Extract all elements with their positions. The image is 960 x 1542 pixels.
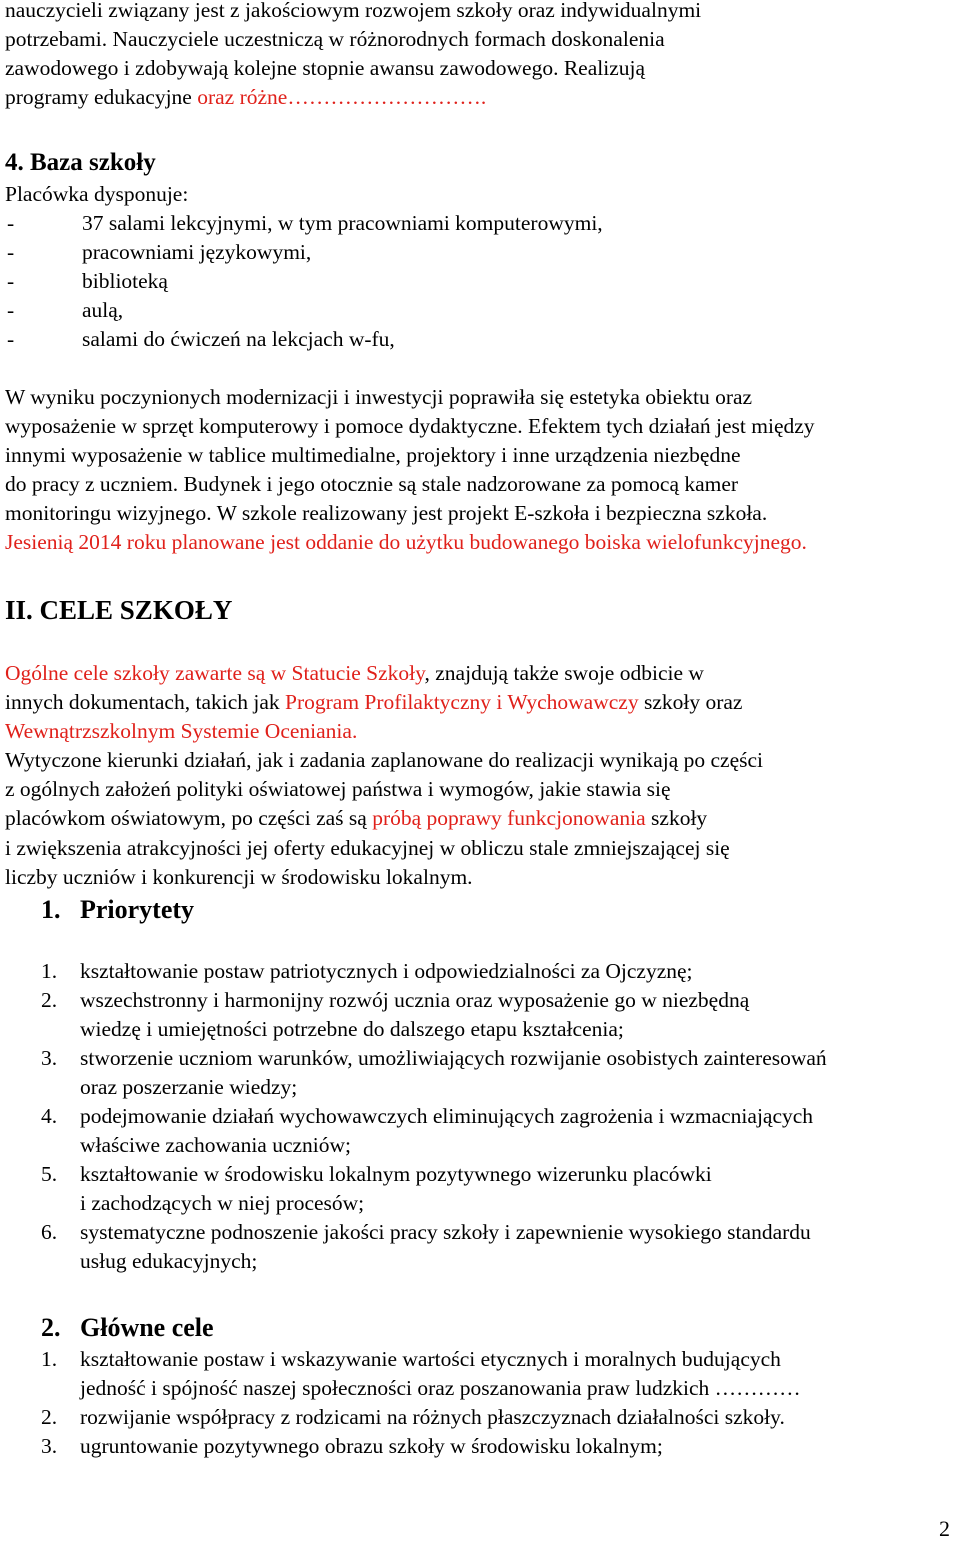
intro-line-3: zawodowego i zdobywają kolejne stopnie awansu zawodowego. Realizują xyxy=(5,56,646,80)
baza-paragraph-line: monitoringu wizyjnego. W szkole realizowany jest projekt E-szkoła i bezpieczna szkoła. xyxy=(5,501,768,525)
intro-red-text: oraz różne………………………. xyxy=(197,85,487,109)
list-item: - salami do ćwiczeń na lekcjach w-fu, xyxy=(7,327,395,351)
baza-paragraph-line: W wyniku poczynionych modernizacji i inwestycji poprawiła się estetyka obiektu oraz xyxy=(5,385,753,409)
cele-line-5: z ogólnych założeń polityki oświatowej państwa i wymogów, jakie stawia się xyxy=(5,777,671,801)
intro-line-4 xyxy=(5,83,486,112)
baza-lead: Placówka dysponuje: xyxy=(5,182,189,206)
page-number: 2 xyxy=(939,1516,950,1541)
cele-line-6: placówkom oświatowym, po części zaś są próbą poprawy funkcjonowania szkoły xyxy=(5,806,708,830)
intro-text: programy edukacyjne xyxy=(5,85,198,109)
list-item: - biblioteką xyxy=(7,269,168,293)
document-page: nauczycieli związany jest z jakościowym rozwojem szkoły oraz indywidualnymi potrzebami. Nauczyciele uczestniczą w różnorodnych formach doskonalenia zawodowego i zdobywają kolejne stopnie awansu zawodowego. Realizują programy edukacyjne oraz różne………………………. 4. Baza szkoły Placówka dysponuje: - 37 salami lekcyjnymi, w tym pracowniami komputerowymi, - pracowniami językowymi, - biblioteką - aulą, - salami do ćwiczeń na lekcjach w-fu, W wyniku poczynionych modernizacji i inwestycji poprawiła się estetyka obiektu oraz wyposażenie w sprzęt komputerowy i pomoce dydaktyczne. Efektem tych działań jest między innymi wyposażenie w tablice multimedialne, projektory i inne urządzenia niezbędne do pracy z uczniem. Budynek i jego otocznie są stale nadzorowane za pomocą kamer monitoringu wizyjnego. W szkole realizowany jest projekt E-szkoła i bezpieczna szkoła. Jesienią 2014 roku planowane jest oddanie do użytku budowanego boiska wielofunkcyjnego. II. CELE SZKOŁY Ogólne cele szkoły zawarte są w Statucie Szkoły, znajdują także swoje odbicie w innych dokumentach, takich jak Program Profilaktyczny i Wychowawczy szkoły oraz Wewnątrzszkolnym Systemie Oceniania. Wytyczone kierunki działań, jak i zadania zaplanowane do realizacji wynikają po części z ogólnych założeń polityki oświatowej państwa i wymogów, jakie stawia się placówkom oświatowym, po części zaś są próbą poprawy funkcjonowania szkoły i zwiększenia atrakcyjności jej oferty edukacyjnej w obliczu stale zmniejszającej się liczby uczniów i konkurencji w środowisku lokalnym. 1. Priorytety 1. kształtowanie postaw patriotycznych i odpowiedzialności za Ojczyznę; 2. wszechstronny i harmonijny rozwój ucznia oraz wyposażenie go w niezbędną wiedzę i umiejętności potrzebne do dalszego etapu kształcenia; 3. stworzenie uczniom warunków, umożliwiających rozwijanie osobistych zainteresowań oraz poszerzanie wiedzy; 4. podejmowanie działań wychowawczych eliminujących zagrożenia i wzmacniających właściwe zachowania uczniów; 5. kształtowanie w środowisku lokalnym pozytywnego wizerunku placówki i zachodzących w niej procesów; 6. systematyczne podnoszenie jakości pracy szkoły i zapewnienie wysokiego standardu usług edukacyjnych; 2. Główne cele 1. kształtowanie postaw i wskazywanie wartości etycznych i moralnych budujących jedność i spójność naszej społeczności oraz poszanowania praw ludzkich ………… 2. rozwijanie współpracy z rodzicami na różnych płaszczyznach działalności szkoły. 3. ugruntowanie pozytywnego obrazu szkoły w środowisku lokalnym; 2 xyxy=(0,0,960,1542)
list-item: - 37 salami lekcyjnymi, w tym pracowniami komputerowymi, xyxy=(7,211,603,235)
section-heading-priorytety: 1. Priorytety xyxy=(41,895,195,924)
baza-paragraph-line: wyposażenie w sprzęt komputerowy i pomoce dydaktyczne. Efektem tych działań jest między xyxy=(5,414,815,438)
baza-paragraph-line: do pracy z uczniem. Budynek i jego otocznie są stale nadzorowane za pomocą kamer xyxy=(5,472,739,496)
list-item: - aulą, xyxy=(7,298,124,322)
baza-paragraph-line: innymi wyposażenie w tablice multimedialne, projektory i inne urządzenia niezbędne xyxy=(5,443,741,467)
cele-line-7: i zwiększenia atrakcyjności jej oferty edukacyjnej w obliczu stale zmniejszającej się xyxy=(5,836,730,860)
section-heading-cele: II. CELE SZKOŁY xyxy=(5,595,233,625)
intro-line-2: potrzebami. Nauczyciele uczestniczą w różnorodnych formach doskonalenia xyxy=(5,27,665,51)
section-heading-glowne-cele: 2. Główne cele xyxy=(41,1313,214,1342)
baza-red-note: Jesienią 2014 roku planowane jest oddanie do użytku budowanego boiska wielofunkcyjnego. xyxy=(5,530,807,554)
cele-line-2: innych dokumentach, takich jak Program Profilaktyczny i Wychowawczy szkoły oraz xyxy=(5,690,743,714)
intro-line-1: nauczycieli związany jest z jakościowym rozwojem szkoły oraz indywidualnymi xyxy=(5,0,702,22)
section-heading-baza: 4. Baza szkoły xyxy=(5,149,156,176)
cele-line-8: liczby uczniów i konkurencji w środowisku lokalnym. xyxy=(5,865,473,889)
list-item: - pracowniami językowymi, xyxy=(7,240,312,264)
cele-line-4: Wytyczone kierunki działań, jak i zadania zaplanowane do realizacji wynikają po części xyxy=(5,748,764,772)
cele-line-1: Ogólne cele szkoły zawarte są w Statucie Szkoły, znajdują także swoje odbicie w xyxy=(5,661,704,685)
cele-line-3: Wewnątrzszkolnym Systemie Oceniania. xyxy=(5,719,358,743)
